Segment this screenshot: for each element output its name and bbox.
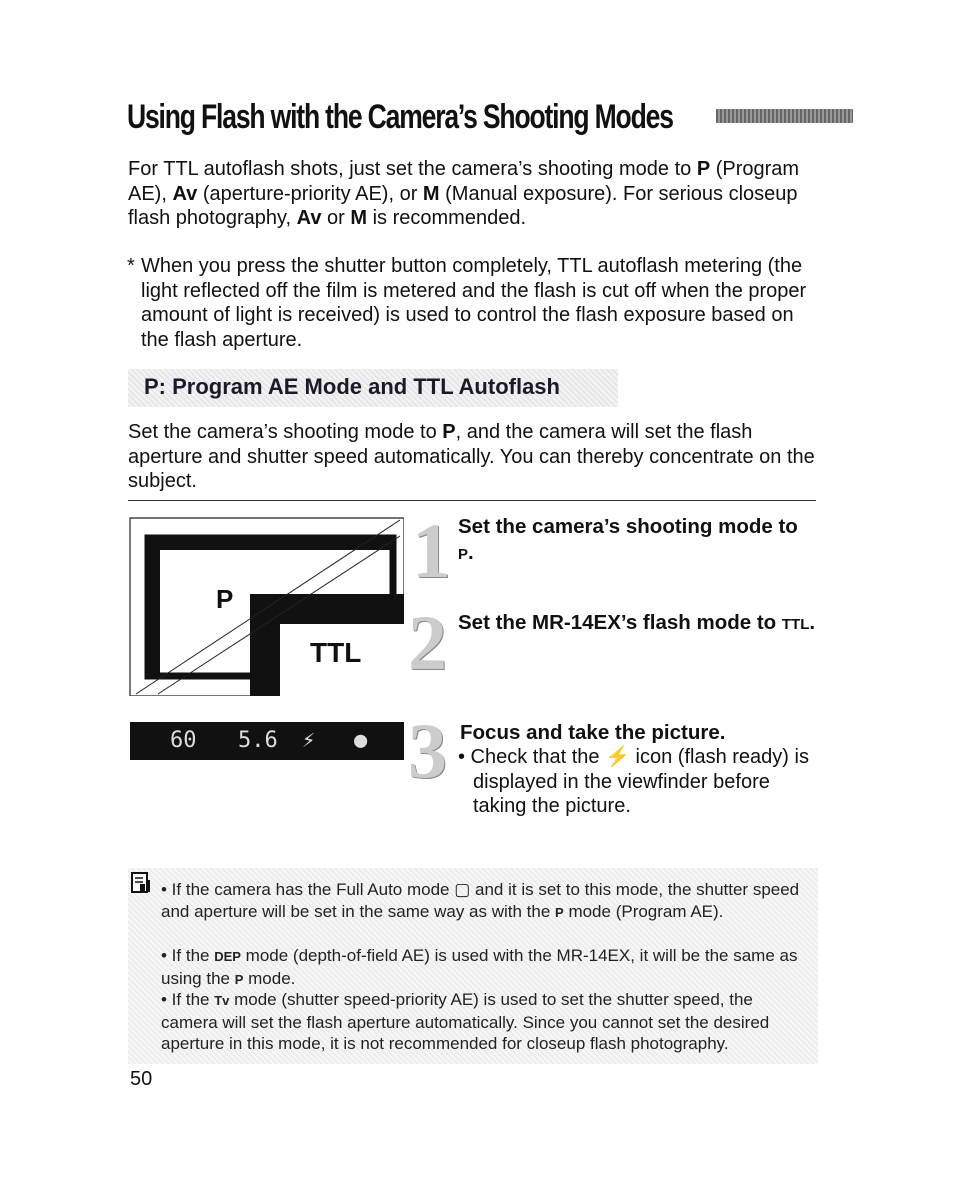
step-1-title: Set the camera’s shooting mode to P.	[458, 515, 798, 564]
divider	[128, 500, 816, 501]
step-3-number: 3	[408, 707, 447, 794]
section-heading: P: Program AE Mode and TTL Autoflash	[144, 374, 560, 399]
note-icon	[131, 872, 151, 894]
camera-flash-illustration	[128, 516, 404, 696]
step-1-number: 1	[412, 507, 451, 594]
step-3-bullet: • Check that the ⚡ icon (flash ready) is displayed in the viewfinder before taking the picture.	[458, 746, 809, 817]
flash-icon: ⚡	[605, 746, 630, 768]
intro-paragraph: For TTL autoflash shots, just set the camera’s shooting mode to P (Program AE), Av (aperture-priority AE), or M (Manual exposure). For serious closeup flash photography, Av or M is recommended.	[128, 158, 800, 229]
step-2-number: 2	[408, 599, 447, 686]
viewfinder-display	[130, 722, 404, 760]
ttl-label: TTL	[310, 637, 362, 668]
step-3-title: Focus and take the picture.	[460, 721, 726, 744]
shutter-speed-readout: 60	[170, 728, 197, 753]
page-number: 50	[130, 1068, 153, 1090]
flash-ready-icon: ⚡	[302, 728, 316, 753]
step-2-title: Set the MR-14EX’s flash mode to TTL.	[458, 611, 816, 634]
footnote	[127, 254, 817, 352]
footnote-text: When you press the shutter button completely, TTL autoflash metering (the light reflected off the film is metered and the flash is cut off when the proper amount of light is received) is used to control the flash exposure based on the flash aperture.	[141, 255, 807, 351]
note-2: • If the DEP mode (depth-of-field AE) is used with the MR-14EX, it will be the same as using the P mode.	[161, 946, 798, 988]
section-description: Set the camera’s shooting mode to P, and the camera will set the flash aperture and shutter speed automatically. You can thereby concentrate on the subject.	[128, 421, 815, 492]
section-heading-box	[128, 369, 618, 407]
footnote-star: *	[127, 255, 135, 277]
full-auto-icon: ▢	[454, 880, 471, 899]
note-3: • If the Tv mode (shutter speed-priority AE) is used to set the shutter speed, the camera will set the flash aperture automatically. Since you cannot set the desired aperture in this mode, it is not recommended for closeup flash photography.	[161, 990, 770, 1053]
mode-p-label: P	[216, 584, 234, 614]
note-1: • If the camera has the Full Auto mode ▢ and it is set to this mode, the shutter speed and aperture will be set in the same way as with the P mode (Program AE).	[161, 880, 800, 921]
focus-confirm-icon: ●	[354, 728, 368, 753]
page-title: Using Flash with the Camera’s Shooting Modes	[127, 98, 673, 136]
aperture-readout: 5.6	[238, 728, 278, 753]
title-decoration-bar	[716, 109, 853, 123]
